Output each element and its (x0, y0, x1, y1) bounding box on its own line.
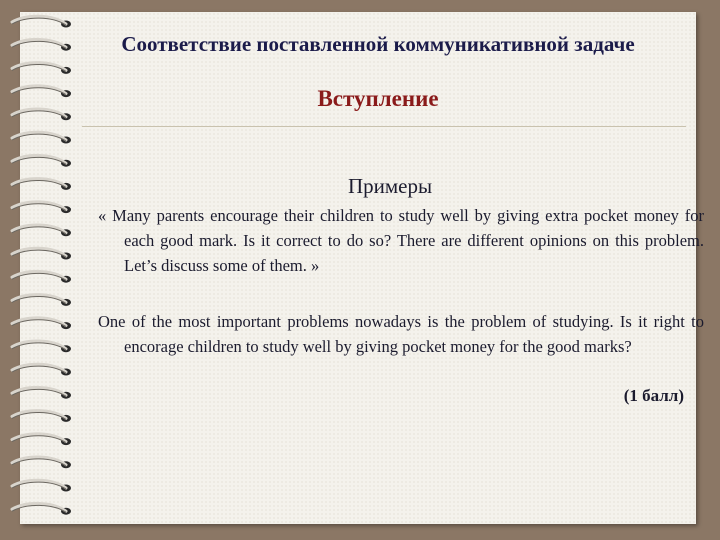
examples-heading: Примеры (347, 174, 433, 198)
title-divider (82, 126, 686, 127)
score-label: (1 балл) (623, 386, 684, 405)
slide-title: Соответствие поставленной коммуникативной задаче (121, 32, 635, 56)
example-paragraph-2: One of the most important problems nowadays is the problem of studying. Is it right to encorage children to study well by giving pocket money for the good marks? (98, 312, 704, 356)
example-paragraph-1: « Many parents encourage their children to study well by giving extra pocket money for each good mark. Is it correct to do so? There are different opinions on this problem. Let’s discuss some of them. » (98, 206, 704, 275)
slide-subtitle: Вступление (317, 86, 439, 111)
